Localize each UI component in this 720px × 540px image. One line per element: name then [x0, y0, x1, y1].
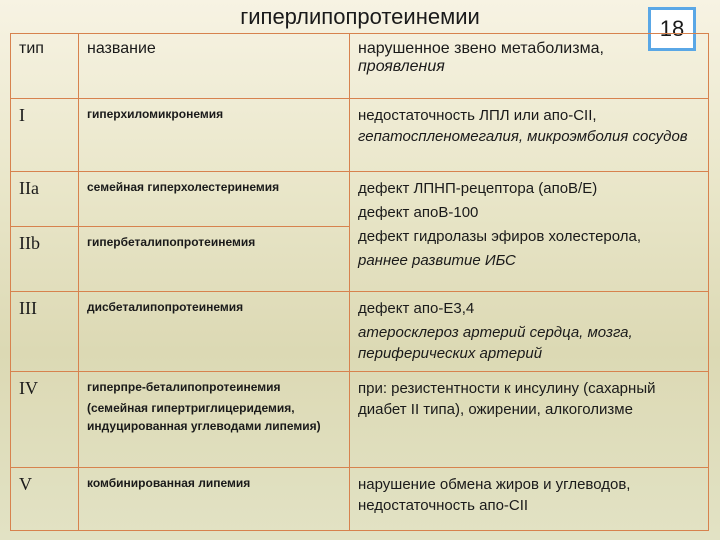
description-cell — [350, 292, 709, 372]
page-title: гиперлипопротеинемии — [240, 4, 480, 29]
desc-line: дефект ЛПНП-рецептора (апоВ/Е) — [358, 180, 598, 198]
name-cell: гипербеталипопротеинемия — [79, 227, 350, 292]
table-row — [11, 292, 709, 372]
hyperlipoproteinemia-table — [10, 33, 709, 531]
table-row — [11, 467, 709, 530]
name-cell: комбинированная липемия — [79, 467, 350, 530]
name-extra: (семейная гипертриглицеридемия, индуцированная углеводами липемия) — [87, 401, 321, 434]
header-description — [350, 34, 709, 99]
desc-italic: гепатоспленомегалия, микроэмболия сосудов — [358, 128, 688, 146]
type-cell: IIa — [11, 172, 79, 227]
description-cell: при: резистентности к инсулину (сахарный диабет II типа), ожирении, алкоголизме — [350, 372, 709, 468]
name-main: гиперпре-беталипопротеинемия — [87, 380, 281, 395]
name-cell: семейная гиперхолестеринемия — [79, 172, 350, 227]
table-header-row — [11, 34, 709, 99]
type-cell: IIb — [11, 227, 79, 292]
desc-line: дефект апоВ-100 — [358, 204, 479, 222]
type-cell: I — [11, 99, 79, 172]
header-desc-line1: нарушенное звено метаболизма, — [358, 40, 604, 57]
header-type: тип — [11, 34, 79, 99]
table-row — [11, 372, 709, 468]
header-desc-line2: проявления — [358, 58, 445, 75]
page-number-badge: 18 — [648, 7, 696, 51]
type-cell: III — [11, 292, 79, 372]
name-cell — [79, 372, 350, 468]
desc-normal: дефект апо-Е3,4 — [358, 300, 475, 318]
desc-italic: атеросклероз артерий сердца, мозга, периферических артерий — [358, 324, 633, 363]
desc-normal: недостаточность ЛПЛ или апо-CII, — [358, 107, 597, 125]
desc-line: дефект гидролазы эфиров холестерола, — [358, 228, 642, 246]
description-cell — [350, 99, 709, 172]
name-cell: дисбеталипопротеинемия — [79, 292, 350, 372]
table-row — [11, 99, 709, 172]
type-cell: IV — [11, 372, 79, 468]
name-cell: гиперхиломикронемия — [79, 99, 350, 172]
table-row — [11, 172, 709, 227]
type-cell: V — [11, 467, 79, 530]
description-cell: нарушение обмена жиров и углеводов, недостаточность апо-CII — [350, 467, 709, 530]
header-name: название — [79, 34, 350, 99]
description-cell — [350, 172, 709, 292]
desc-italic: раннее развитие ИБС — [358, 252, 516, 270]
